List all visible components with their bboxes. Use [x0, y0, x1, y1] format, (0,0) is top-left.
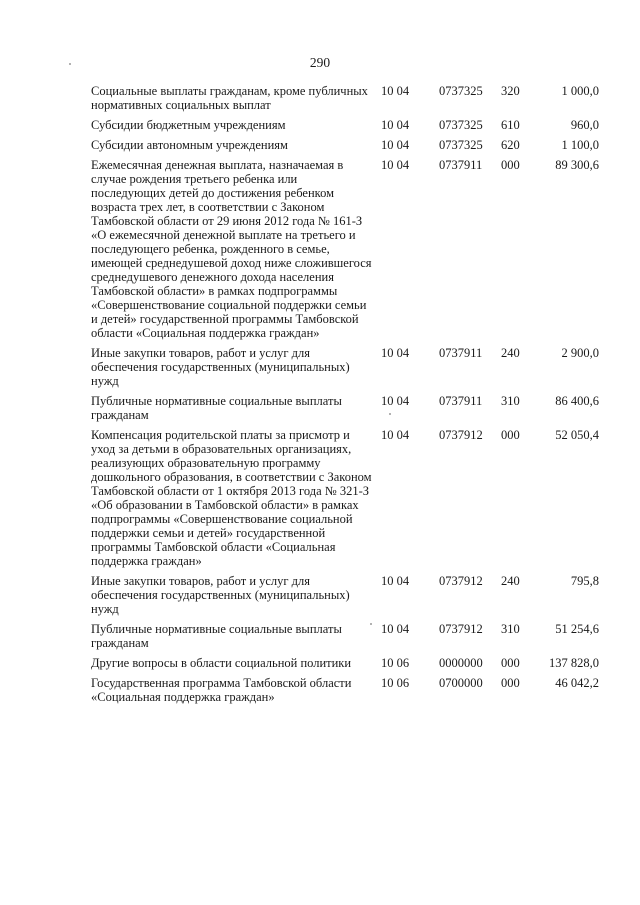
row-target-code: 0737911 — [439, 158, 483, 172]
table-row — [91, 158, 599, 346]
row-section: 10 04 — [381, 394, 410, 408]
scan-speck — [370, 623, 372, 625]
row-target-code: 0737912 — [439, 428, 483, 442]
row-name: Компенсация родительской платы за присмотр и уход за детьми в образовательных организациях, реализующих образовательную программу дошкольного образования, в соответствии с Законом Тамбовской области от 1 октября 2013 года № 321-З «Об образовании в Тамбовской области» в рамках подпрограммы «Совершенствование социальной поддержки семьи и детей» государственной программы Тамбовской области «Социальная поддержка граждан» — [91, 428, 372, 568]
row-amount: 960,0 — [570, 118, 599, 132]
row-expense-type: 000 — [501, 676, 520, 690]
row-target-code: 0737912 — [439, 622, 483, 636]
row-expense-type: 310 — [501, 394, 520, 408]
table-row — [91, 84, 599, 118]
row-target-code: 0737325 — [439, 84, 483, 98]
row-section: 10 06 — [381, 676, 410, 690]
row-section: 10 06 — [381, 656, 410, 670]
row-target-code: 0737911 — [439, 346, 483, 360]
row-amount: 46 042,2 — [555, 676, 599, 690]
row-expense-type: 240 — [501, 574, 520, 588]
row-name: Публичные нормативные социальные выплаты гражданам — [91, 394, 342, 422]
row-name: Иные закупки товаров, работ и услуг для обеспечения государственных (муниципальных) нужд — [91, 574, 350, 616]
row-name: Иные закупки товаров, работ и услуг для обеспечения государственных (муниципальных) нужд — [91, 346, 350, 388]
row-name: Субсидии автономным учреждениям — [91, 138, 288, 152]
row-expense-type: 620 — [501, 138, 520, 152]
row-amount: 86 400,6 — [555, 394, 599, 408]
row-target-code: 0737912 — [439, 574, 483, 588]
row-expense-type: 610 — [501, 118, 520, 132]
row-amount: 137 828,0 — [549, 656, 599, 670]
row-section: 10 04 — [381, 428, 410, 442]
table-row — [91, 656, 599, 676]
row-section: 10 04 — [381, 158, 410, 172]
row-expense-type: 000 — [501, 428, 520, 442]
row-section: 10 04 — [381, 84, 410, 98]
table-row — [91, 428, 599, 574]
table-row — [91, 346, 599, 394]
row-name: Другие вопросы в области социальной политики — [91, 656, 352, 670]
row-amount: 795,8 — [570, 574, 599, 588]
row-section: 10 04 — [381, 346, 410, 360]
row-name: Публичные нормативные социальные выплаты гражданам — [91, 622, 342, 650]
table-row — [91, 394, 599, 428]
row-target-code: 0700000 — [439, 676, 483, 690]
budget-table — [91, 84, 599, 710]
scan-speck — [69, 63, 71, 65]
row-section: 10 04 — [381, 138, 410, 152]
row-section: 10 04 — [381, 574, 410, 588]
row-target-code: 0737325 — [439, 138, 483, 152]
row-name: Социальные выплаты гражданам, кроме публичных нормативных социальных выплат — [91, 84, 368, 112]
table-row — [91, 138, 599, 158]
row-amount: 2 900,0 — [561, 346, 599, 360]
row-expense-type: 310 — [501, 622, 520, 636]
row-amount: 89 300,6 — [555, 158, 599, 172]
scan-speck — [389, 413, 391, 415]
table-row — [91, 622, 599, 656]
row-expense-type: 000 — [501, 158, 520, 172]
row-expense-type: 320 — [501, 84, 520, 98]
row-name: Государственная программа Тамбовской области «Социальная поддержка граждан» — [91, 676, 352, 704]
row-target-code: 0737325 — [439, 118, 483, 132]
row-amount: 1 100,0 — [561, 138, 599, 152]
row-amount: 1 000,0 — [561, 84, 599, 98]
row-section: 10 04 — [381, 118, 410, 132]
row-expense-type: 000 — [501, 656, 520, 670]
row-amount: 52 050,4 — [555, 428, 599, 442]
table-row — [91, 676, 599, 710]
row-target-code: 0000000 — [439, 656, 483, 670]
row-section: 10 04 — [381, 622, 410, 636]
row-amount: 51 254,6 — [555, 622, 599, 636]
row-expense-type: 240 — [501, 346, 520, 360]
page-number: 290 — [309, 55, 331, 70]
table-row — [91, 574, 599, 622]
row-name: Субсидии бюджетным учреждениям — [91, 118, 286, 132]
row-name: Ежемесячная денежная выплата, назначаемая в случае рождения третьего ребенка или последующих детей до достижения ребенком возраста трех лет, в соответствии с Законом Тамбовской области от 29 июня 2012 года № 161-З «О ежемесячной денежной выплате на третьего и последующего ребенка, рожденного в семье, имеющей среднедушевой доход ниже сложившегося среднедушевого денежного дохода населения Тамбовской области» в рамках подпрограммы «Совершенствование социальной поддержки семьи и детей» государственной программы Тамбовской области «Социальная поддержка граждан» — [91, 158, 372, 340]
row-target-code: 0737911 — [439, 394, 483, 408]
table-row — [91, 118, 599, 138]
